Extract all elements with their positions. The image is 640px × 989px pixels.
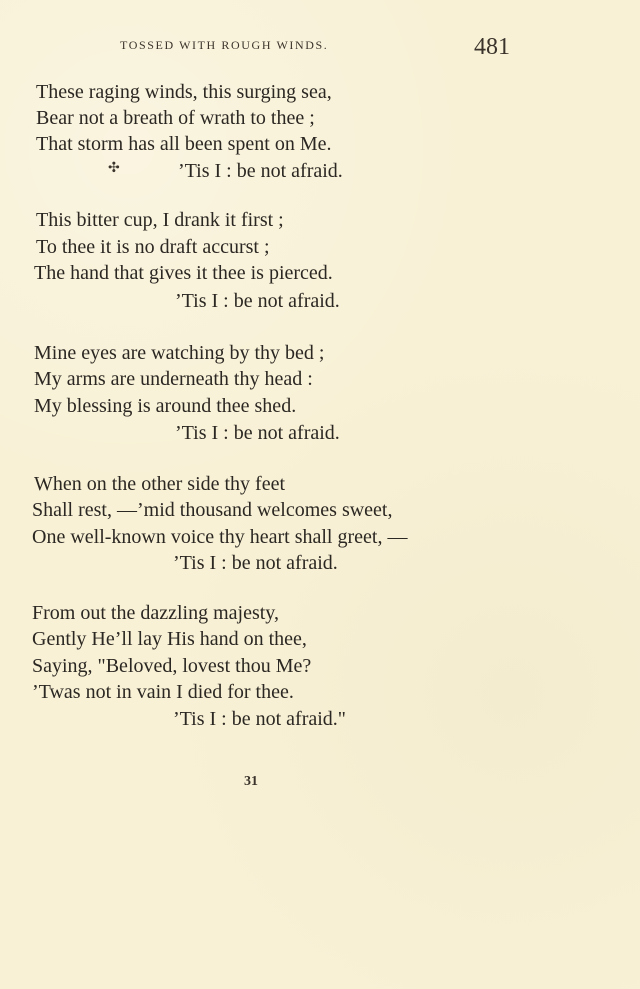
poem-line: That storm has all been spent on Me.	[36, 133, 332, 155]
poem-line: The hand that gives it thee is pierced.	[34, 262, 333, 284]
poem-line: Bear not a breath of wrath to thee ;	[36, 107, 315, 129]
poem-line: One well-known voice thy heart shall greet, —	[32, 526, 408, 548]
poem-line: From out the dazzling majesty,	[32, 602, 279, 624]
poem-line: Gently He’ll lay His hand on thee,	[32, 628, 307, 650]
poem-line: My arms are underneath thy head :	[34, 368, 313, 390]
running-header: TOSSED WITH ROUGH WINDS.	[120, 38, 329, 52]
refrain-line: ’Tis I : be not afraid."	[173, 708, 346, 730]
poem-line: These raging winds, this surging sea,	[36, 81, 332, 103]
poem-line: ’Twas not in vain I died for thee.	[32, 681, 294, 703]
poem-line: Saying, "Beloved, lovest thou Me?	[32, 655, 312, 677]
poem-line: Mine eyes are watching by thy bed ;	[34, 342, 325, 364]
page-number: 481	[474, 34, 510, 60]
refrain-line: ’Tis I : be not afraid.	[175, 422, 340, 444]
poem-line: To thee it is no draft accurst ;	[36, 236, 270, 258]
refrain-line: ’Tis I : be not afraid.	[175, 290, 340, 312]
poem-line: My blessing is around thee shed.	[34, 395, 297, 417]
refrain-line: ’Tis I : be not afraid.	[178, 160, 343, 182]
refrain-line: ’Tis I : be not afraid.	[173, 552, 338, 574]
poem-line: This bitter cup, I drank it first ;	[36, 209, 284, 231]
poem-line: When on the other side thy feet	[34, 473, 286, 495]
small-flower-ornament-icon: ✣	[108, 160, 120, 176]
poem-line: Shall rest, —’mid thousand welcomes sweet,	[32, 499, 393, 521]
signature-number: 31	[244, 774, 258, 789]
